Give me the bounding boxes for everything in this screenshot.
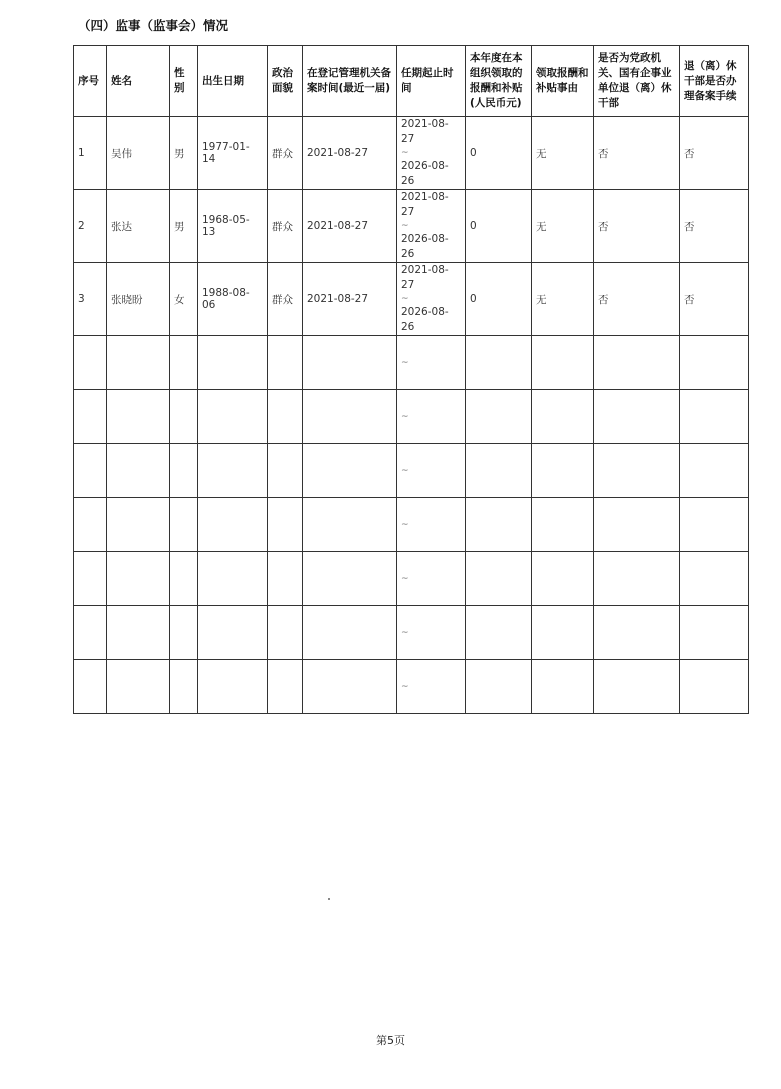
- empty-cell: [680, 444, 749, 498]
- term-separator: ~: [401, 519, 409, 530]
- term-end: 2026-08-26: [401, 306, 449, 333]
- empty-cell: [466, 336, 532, 390]
- cell-compensation: 0: [466, 190, 532, 263]
- term-separator: ~: [401, 221, 409, 231]
- empty-cell: [532, 498, 594, 552]
- term-separator: ~: [401, 627, 409, 638]
- term-cell: [397, 552, 466, 606]
- empty-cell: [680, 336, 749, 390]
- empty-cell: [594, 660, 680, 714]
- table-row-empty: [74, 606, 749, 660]
- table-row: [74, 263, 749, 336]
- empty-cell: [198, 336, 268, 390]
- empty-cell: [268, 498, 303, 552]
- cell-reason: 无: [532, 190, 594, 263]
- empty-cell: [198, 552, 268, 606]
- empty-cell: [532, 606, 594, 660]
- empty-cell: [74, 606, 107, 660]
- cell-idx: 3: [74, 263, 107, 336]
- table-row-empty: [74, 660, 749, 714]
- term-separator: ~: [401, 573, 409, 584]
- cell-gender: 女: [170, 263, 198, 336]
- term-separator: ~: [401, 357, 409, 368]
- empty-cell: [107, 444, 170, 498]
- section-title: （四）监事（监事会）情况: [78, 18, 229, 33]
- empty-cell: [198, 444, 268, 498]
- scan-speck: [328, 898, 330, 900]
- empty-cell: [466, 498, 532, 552]
- empty-cell: [170, 552, 198, 606]
- cell-gender: 男: [170, 117, 198, 190]
- empty-cell: [198, 660, 268, 714]
- cell-idx: 1: [74, 117, 107, 190]
- cell-political: 群众: [268, 263, 303, 336]
- empty-cell: [532, 336, 594, 390]
- empty-cell: [268, 390, 303, 444]
- empty-cell: [466, 660, 532, 714]
- cell-retired-cadre: 否: [594, 190, 680, 263]
- term-separator: ~: [401, 411, 409, 422]
- empty-cell: [74, 552, 107, 606]
- empty-cell: [594, 552, 680, 606]
- empty-cell: [466, 606, 532, 660]
- empty-cell: [303, 606, 397, 660]
- term-start: 2021-08-27: [401, 118, 449, 145]
- term-cell: [397, 190, 466, 263]
- table-row-empty: [74, 444, 749, 498]
- cell-filing-procedure: 否: [680, 263, 749, 336]
- empty-cell: [107, 552, 170, 606]
- empty-cell: [268, 660, 303, 714]
- empty-cell: [303, 498, 397, 552]
- term-separator: ~: [401, 294, 409, 304]
- cell-political: 群众: [268, 117, 303, 190]
- term-separator: ~: [401, 681, 409, 692]
- empty-cell: [268, 444, 303, 498]
- empty-cell: [680, 552, 749, 606]
- header-birth: 出生日期: [198, 46, 268, 117]
- empty-cell: [594, 444, 680, 498]
- empty-cell: [107, 390, 170, 444]
- empty-cell: [594, 606, 680, 660]
- table-row: [74, 117, 749, 190]
- empty-cell: [680, 498, 749, 552]
- term-end: 2026-08-26: [401, 233, 449, 260]
- empty-cell: [303, 336, 397, 390]
- empty-cell: [198, 606, 268, 660]
- empty-cell: [74, 498, 107, 552]
- table-row-empty: [74, 390, 749, 444]
- empty-cell: [107, 498, 170, 552]
- cell-gender: 男: [170, 190, 198, 263]
- header-idx: 序号: [74, 46, 107, 117]
- empty-cell: [268, 606, 303, 660]
- cell-filing-time: 2021-08-27: [303, 117, 397, 190]
- cell-retired-cadre: 否: [594, 117, 680, 190]
- term-cell: [397, 336, 466, 390]
- term-cell: [397, 444, 466, 498]
- cell-retired-cadre: 否: [594, 263, 680, 336]
- empty-cell: [170, 498, 198, 552]
- empty-cell: [594, 498, 680, 552]
- cell-name: 张达: [107, 190, 170, 263]
- empty-cell: [303, 552, 397, 606]
- empty-cell: [532, 444, 594, 498]
- empty-cell: [594, 336, 680, 390]
- cell-filing-procedure: 否: [680, 117, 749, 190]
- empty-cell: [74, 444, 107, 498]
- empty-cell: [303, 390, 397, 444]
- term-cell: [397, 390, 466, 444]
- term-cell: [397, 263, 466, 336]
- header-retired-cadre: 是否为党政机关、国有企事业单位退（离）休干部: [594, 46, 680, 117]
- cell-filing-time: 2021-08-27: [303, 263, 397, 336]
- empty-cell: [107, 336, 170, 390]
- empty-cell: [303, 660, 397, 714]
- empty-cell: [107, 660, 170, 714]
- cell-name: 吴伟: [107, 117, 170, 190]
- table-row-empty: [74, 336, 749, 390]
- cell-political: 群众: [268, 190, 303, 263]
- header-name: 姓名: [107, 46, 170, 117]
- empty-cell: [532, 390, 594, 444]
- empty-cell: [680, 660, 749, 714]
- cell-birth: 1968-05-13: [198, 190, 268, 263]
- empty-cell: [107, 606, 170, 660]
- empty-cell: [532, 552, 594, 606]
- header-compensation: 本年度在本组织领取的报酬和补贴(人民币元): [466, 46, 532, 117]
- header-filing-time: 在登记管理机关备案时间(最近一届): [303, 46, 397, 117]
- supervisors-table: [73, 45, 749, 714]
- empty-cell: [680, 390, 749, 444]
- cell-reason: 无: [532, 117, 594, 190]
- empty-cell: [594, 390, 680, 444]
- header-political: 政治面貌: [268, 46, 303, 117]
- page-number: 第5页: [376, 1034, 405, 1047]
- cell-filing-time: 2021-08-27: [303, 190, 397, 263]
- empty-cell: [680, 606, 749, 660]
- empty-cell: [74, 336, 107, 390]
- empty-cell: [170, 606, 198, 660]
- empty-cell: [74, 660, 107, 714]
- empty-cell: [170, 660, 198, 714]
- table-row: [74, 190, 749, 263]
- term-separator: ~: [401, 148, 409, 158]
- table-row-empty: [74, 552, 749, 606]
- empty-cell: [268, 552, 303, 606]
- empty-cell: [466, 390, 532, 444]
- cell-idx: 2: [74, 190, 107, 263]
- cell-birth: 1988-08-06: [198, 263, 268, 336]
- term-start: 2021-08-27: [401, 191, 449, 218]
- cell-compensation: 0: [466, 117, 532, 190]
- header-row: [74, 46, 749, 117]
- empty-cell: [198, 498, 268, 552]
- cell-name: 张晓盼: [107, 263, 170, 336]
- empty-cell: [532, 660, 594, 714]
- header-gender: 性别: [170, 46, 198, 117]
- term-cell: [397, 660, 466, 714]
- empty-cell: [170, 336, 198, 390]
- table-row-empty: [74, 498, 749, 552]
- term-cell: [397, 606, 466, 660]
- header-term: 任期起止时间: [397, 46, 466, 117]
- term-cell: [397, 498, 466, 552]
- empty-cell: [303, 444, 397, 498]
- header-reason: 领取报酬和补贴事由: [532, 46, 594, 117]
- empty-cell: [74, 390, 107, 444]
- header-filing-procedure: 退（离）休干部是否办理备案手续: [680, 46, 749, 117]
- cell-compensation: 0: [466, 263, 532, 336]
- empty-cell: [170, 390, 198, 444]
- term-start: 2021-08-27: [401, 264, 449, 291]
- empty-cell: [198, 390, 268, 444]
- term-cell: [397, 117, 466, 190]
- term-separator: ~: [401, 465, 409, 476]
- term-end: 2026-08-26: [401, 160, 449, 187]
- cell-filing-procedure: 否: [680, 190, 749, 263]
- empty-cell: [170, 444, 198, 498]
- empty-cell: [268, 336, 303, 390]
- cell-reason: 无: [532, 263, 594, 336]
- empty-cell: [466, 444, 532, 498]
- cell-birth: 1977-01-14: [198, 117, 268, 190]
- empty-cell: [466, 552, 532, 606]
